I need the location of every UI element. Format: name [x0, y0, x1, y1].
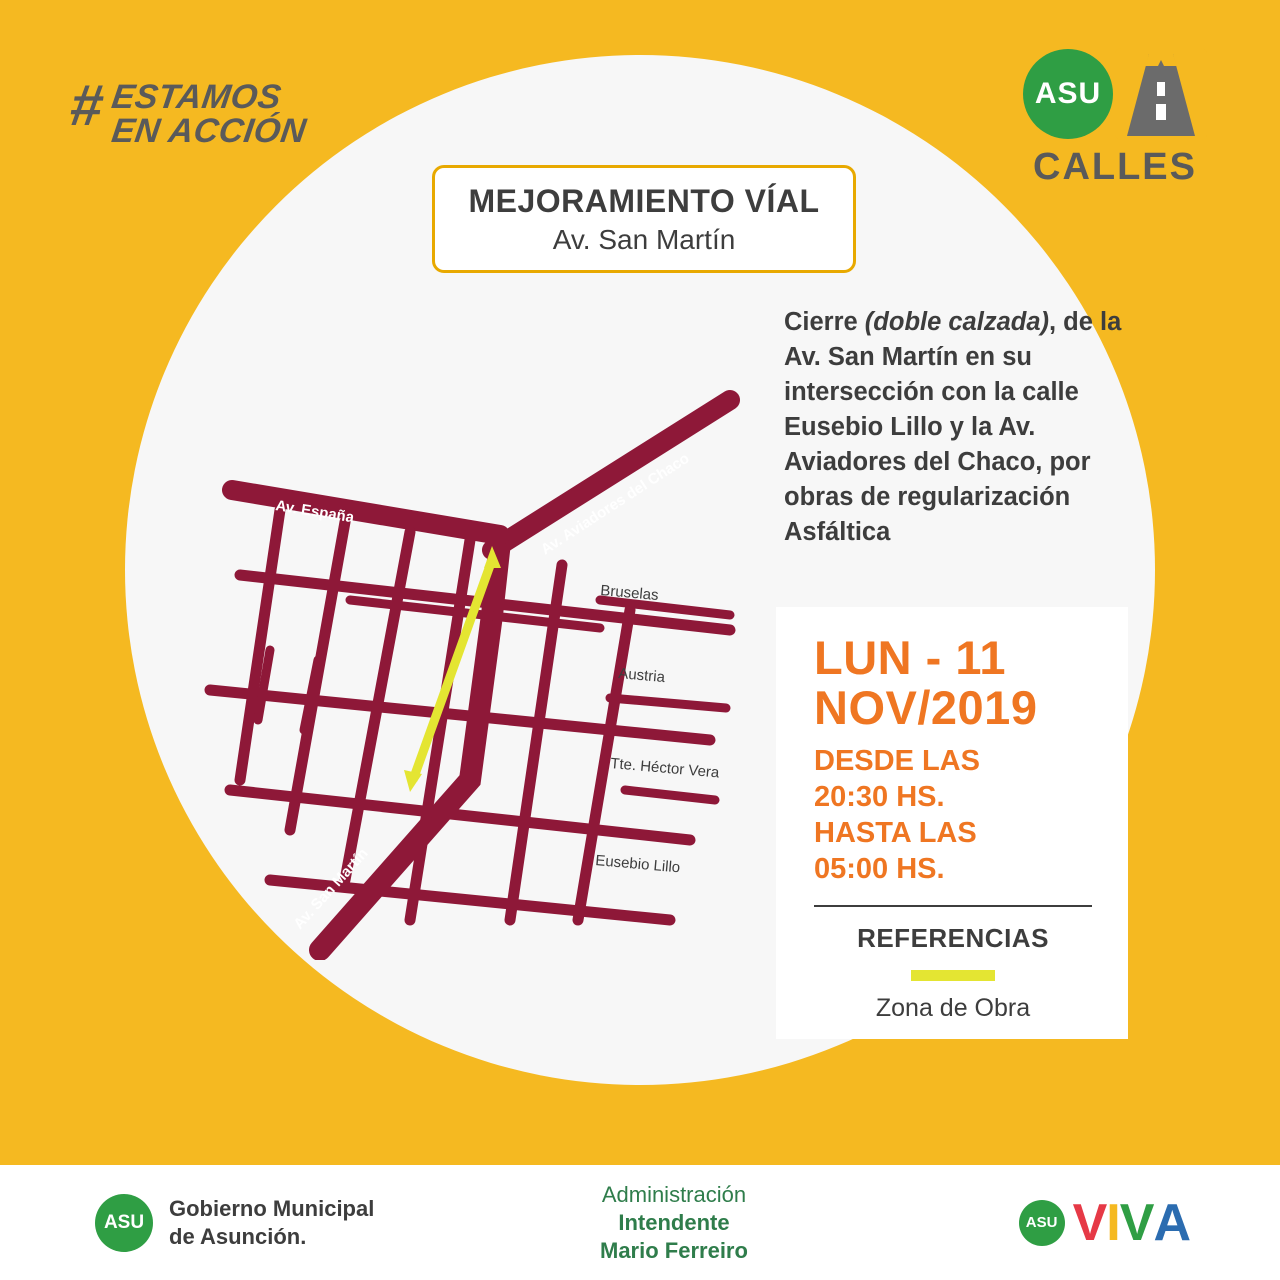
asu-badge: ASU — [1023, 49, 1113, 139]
footer-admin-line-3: Mario Ferreiro — [600, 1237, 748, 1263]
hours-line-1: DESDE LAS — [814, 745, 980, 777]
map-label-austria: Austria — [617, 665, 666, 687]
description-part-1: Cierre — [784, 308, 865, 336]
reference-row — [814, 968, 1092, 1023]
footer-gov-line-1: Gobierno Municipal — [169, 1195, 375, 1221]
divider — [814, 905, 1092, 907]
calles-label: CALLES — [1033, 146, 1197, 188]
asu-calles-logo — [1020, 48, 1210, 189]
viva-letter-i: I — [1106, 1193, 1120, 1252]
map-label-av-san-martin: Av. San Martín — [290, 845, 372, 933]
map-label-av-aviadores: Av. Aviadores del Chaco — [537, 449, 693, 559]
map-label-eusebio-lillo: Eusebio Lillo — [594, 852, 681, 877]
hours-line-4: 05:00 HS. — [814, 853, 945, 885]
footer-gov-logo — [95, 1194, 374, 1252]
footer-admin-line-2: Intendente — [618, 1209, 730, 1235]
hash-symbol: # — [65, 73, 107, 138]
viva-letter-v1: V — [1072, 1193, 1107, 1252]
map-label-av-espana: Av. España — [274, 497, 356, 527]
footer-asu-badge: ASU — [95, 1194, 153, 1252]
footer-viva-logo — [1019, 1193, 1190, 1253]
description-text — [784, 305, 1159, 550]
description-emphasis: (doble calzada) — [864, 308, 1049, 336]
hashtag-line-1: ESTAMOS — [109, 78, 285, 116]
title-card — [432, 165, 856, 273]
footer-admin — [600, 1181, 748, 1265]
work-zone-swatch — [911, 970, 995, 981]
footer-admin-line-1: Administración — [601, 1181, 747, 1207]
map-label-tte-hector-vera: Tte. Héctor Vera — [609, 755, 720, 782]
viva-letter-v2: V — [1119, 1193, 1154, 1252]
map-label-bruselas: Bruselas — [599, 582, 660, 605]
hashtag-line-2: EN ACCIÓN — [109, 112, 309, 150]
viva-letter-a: A — [1153, 1193, 1190, 1252]
footer-gov-line-2: de Asunción. — [169, 1223, 307, 1249]
road-icon — [1115, 48, 1207, 140]
info-panel — [776, 607, 1128, 1039]
hours-line-2: 20:30 HS. — [814, 781, 945, 813]
page-subtitle: Av. San Martín — [552, 223, 736, 255]
page-title: MEJORAMIENTO VÍAL — [468, 182, 820, 219]
street-map — [170, 360, 770, 960]
hours-line-3: HASTA LAS — [814, 817, 977, 849]
references-title: REFERENCIAS — [857, 923, 1049, 953]
reference-label: Zona de Obra — [875, 994, 1031, 1022]
footer — [0, 1165, 1280, 1280]
footer-viva-asu-badge: ASU — [1019, 1200, 1065, 1246]
date-line-1: LUN - 11 — [814, 631, 1007, 684]
date-line-2: NOV/2019 — [814, 681, 1038, 734]
hashtag-logo — [65, 73, 309, 150]
description-part-2: , de la Av. San Martín en su intersección con la calle Eusebio Lillo y la Av. Aviadores del Chaco, por obras de regularización Asfáltica — [784, 308, 1122, 546]
